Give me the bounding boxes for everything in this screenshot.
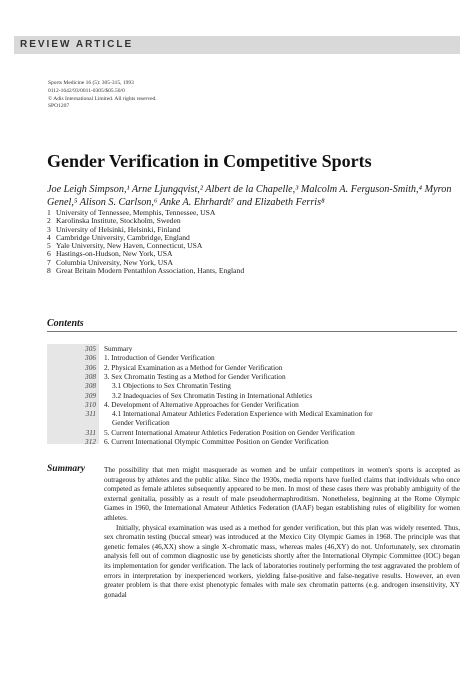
affiliation-number: 5 <box>47 241 51 251</box>
section-label: REVIEW ARTICLE <box>20 39 134 50</box>
affiliation-number: 3 <box>47 224 51 234</box>
affiliation-text: Hastings-on-Hudson, New York, USA <box>56 249 173 259</box>
toc-page-number: 311 <box>85 427 96 437</box>
toc-title: 3. Sex Chromatin Testing as a Method for Gender Verification <box>104 371 286 381</box>
toc-page-number: 310 <box>85 399 96 409</box>
affiliation-text: Cambridge University, Cambridge, England <box>56 232 190 242</box>
toc-title: 4.1 International Amateur Athletics Federation Experience with Medical Examination for <box>112 409 373 419</box>
affiliation-text: University of Tennessee, Memphis, Tennessee, USA <box>56 208 216 217</box>
affiliation-number: 1 <box>47 208 51 217</box>
toc-title: Gender Verification <box>112 418 170 428</box>
article-code: SPO1207 <box>48 103 70 110</box>
affiliation-text: University of Helsinki, Helsinki, Finland <box>56 224 181 234</box>
affiliation-number: 8 <box>47 266 51 276</box>
affiliation-number: 2 <box>47 216 51 226</box>
toc-page-number: 311 <box>85 409 96 419</box>
toc-title: 1. Introduction of Gender Verification <box>104 353 215 363</box>
affiliation-text: Columbia University, New York, USA <box>56 257 174 267</box>
toc-title: 4. Development of Alternative Approaches for Gender Verification <box>104 399 299 409</box>
toc-page-number: 308 <box>85 381 96 391</box>
toc-entry[interactable] <box>0 409 474 418</box>
toc-entry[interactable] <box>0 353 474 362</box>
summary-paragraph: The possibility that men might masquerade as women and be unfair competitors in women's sports is accepted as outrageous by athletes and the public alike. Since the 1930s, media reports have fuelled claims that individuals who once competed as female athletes subsequently appeared to be men. In most of these cases there was probably ambiguity of the external genitalia, possibly as a result of male pseudohermaphroditism. Nonetheless, beginning at the Rome Olympic Games in 1960, the International Amateur Athletics Federation (IAAF) began establishing rules of eligibility for women athletes. <box>104 466 460 522</box>
article-title: Gender Verification in Competitive Sports <box>47 151 372 171</box>
copyright: © Adis International Limited. All rights reserved. <box>48 95 157 102</box>
toc-entry[interactable] <box>0 428 474 437</box>
toc-title: 2. Physical Examination as a Method for Gender Verification <box>104 362 283 372</box>
summary-label: Summary <box>47 464 86 474</box>
toc-entry[interactable] <box>0 381 474 390</box>
affiliation-number: 7 <box>47 257 51 267</box>
toc-entry[interactable] <box>0 400 474 409</box>
toc-page-number: 309 <box>85 390 96 400</box>
issn: 0112-1642/93/0011-0305/$05.50/0 <box>48 87 125 94</box>
toc-entry[interactable] <box>0 372 474 381</box>
affiliation-number: 6 <box>47 249 51 259</box>
toc-page-number: 305 <box>85 344 96 353</box>
toc-page-number: 312 <box>85 437 96 446</box>
toc-page-number: 306 <box>85 362 96 372</box>
toc-title: 3.1 Objections to Sex Chromatin Testing <box>112 381 231 391</box>
toc-page-number: 306 <box>85 353 96 363</box>
affiliation-text: Karolinska Institute, Stockholm, Sweden <box>56 216 181 226</box>
contents-divider <box>47 331 457 332</box>
affiliation-list <box>47 209 244 275</box>
affiliation-number: 4 <box>47 232 51 242</box>
summary-paragraph: Initially, physical examination was used as a method for gender verification, but this plan was widely resented. Thus, sex chromatin testing (buccal smear) was introduced at the Mexico City Olympic Games in 1968. The principle was that genetic females (46,XX) show a single X-chromatic mass, whereas males (46,XY) do not. Unfortunately, sex chromatin analysis fell out of common diagnostic use by geneticists shortly after the International Olympic Committee (IOC) began its implementation for gender verification. The lack of laboratories routinely performing the test aggravated the problem of errors in interpretation by inexperienced workers, yielding false-positive and false-negative results. However, an even greater problem is that there exist phenotypic females with male sex chromatin patterns (e.g. androgen insensitivity, XY gonadal <box>104 523 460 599</box>
journal-citation: Sports Medicine 16 (5): 305-315, 1993 <box>48 80 134 86</box>
toc-entry[interactable] <box>0 437 474 446</box>
toc-title: 5. Current International Amateur Athletics Federation Position on Gender Verification <box>104 427 355 437</box>
affiliation-text: Yale University, New Haven, Connecticut, USA <box>56 241 203 251</box>
toc-entry[interactable] <box>0 363 474 372</box>
toc-title: 6. Current International Olympic Committee Position on Gender Verification <box>104 437 329 446</box>
toc-title: Summary <box>104 344 133 353</box>
toc-page-number: 308 <box>85 371 96 381</box>
toc-title: 3.2 Inadequacies of Sex Chromatin Testing in International Athletics <box>112 390 313 400</box>
toc-entry[interactable] <box>0 344 474 353</box>
affiliation-text: Great Britain Modern Pentathlon Association, Hants, England <box>56 266 245 276</box>
summary-body <box>104 466 460 600</box>
toc-entry[interactable] <box>0 391 474 400</box>
toc-entry[interactable] <box>0 418 474 427</box>
publication-meta <box>48 80 157 111</box>
contents-heading: Contents <box>47 318 84 329</box>
author-list: Joe Leigh Simpson,¹ Arne Ljungqvist,² Albert de la Chapelle,³ Malcolm A. Ferguson-Smith,⁴ Myron Genel,⁵ Alison S. Carlson,⁶ Anke A. Ehrhardt⁷ and Elizabeth Ferris⁸ <box>47 184 452 208</box>
affiliation-item <box>47 267 244 275</box>
